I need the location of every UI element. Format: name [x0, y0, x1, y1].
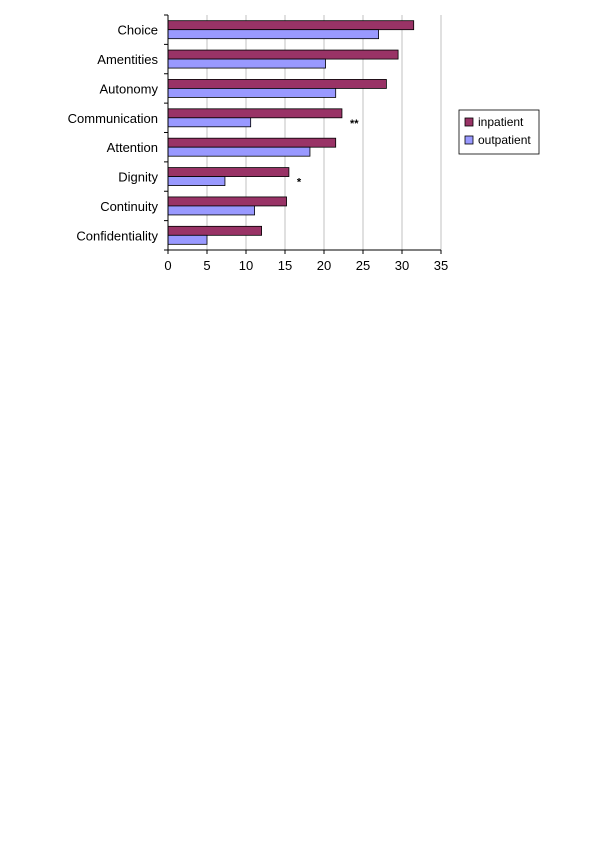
annotation-communication: ** [349, 117, 359, 130]
bar-inpatient-amentities [168, 50, 398, 59]
bar-outpatient-continuity [168, 206, 255, 215]
legend-label-inpatient: inpatient [478, 115, 524, 129]
category-label-confidentiality: Confidentiality [76, 228, 158, 244]
category-label-attention: Attention [106, 140, 158, 156]
category-label-amentities: Amentities [97, 52, 158, 68]
tick-label-20: 20 [316, 258, 332, 273]
bar-inpatient-choice [168, 21, 414, 30]
category-labels [68, 23, 159, 244]
tick-label-30: 30 [394, 258, 410, 273]
category-label-communication: Communication [67, 110, 158, 126]
legend-label-outpatient: outpatient [478, 133, 531, 147]
category-label-choice: Choice [117, 22, 158, 38]
bar-inpatient-autonomy [168, 79, 386, 88]
tick-label-10: 10 [238, 258, 254, 273]
bar-inpatient-continuity [168, 197, 287, 206]
bar-inpatient-communication [168, 109, 342, 118]
category-label-autonomy: Autonomy [99, 81, 158, 97]
bar-outpatient-choice [168, 30, 379, 39]
tick-label-5: 5 [203, 258, 211, 273]
bar-inpatient-confidentiality [168, 226, 262, 235]
tick-label-15: 15 [277, 258, 293, 273]
legend-swatch-inpatient [465, 118, 473, 126]
tick-labels [164, 258, 448, 273]
category-label-continuity: Continuity [100, 198, 158, 214]
tick-label-0: 0 [164, 258, 172, 273]
bar-inpatient-attention [168, 138, 336, 147]
bar-outpatient-attention [168, 147, 310, 156]
legend-swatch-outpatient [465, 136, 473, 144]
bar-outpatient-autonomy [168, 88, 336, 97]
bar-outpatient-dignity [168, 177, 225, 186]
bar-outpatient-communication [168, 118, 251, 127]
legend [459, 110, 539, 154]
bar-inpatient-dignity [168, 168, 289, 177]
tick-label-35: 35 [433, 258, 449, 273]
bars [168, 21, 414, 245]
tick-label-25: 25 [355, 258, 371, 273]
category-label-dignity: Dignity [118, 169, 158, 185]
annotation-dignity: * [296, 176, 302, 189]
bar-outpatient-amentities [168, 59, 326, 68]
bar-outpatient-confidentiality [168, 235, 207, 244]
